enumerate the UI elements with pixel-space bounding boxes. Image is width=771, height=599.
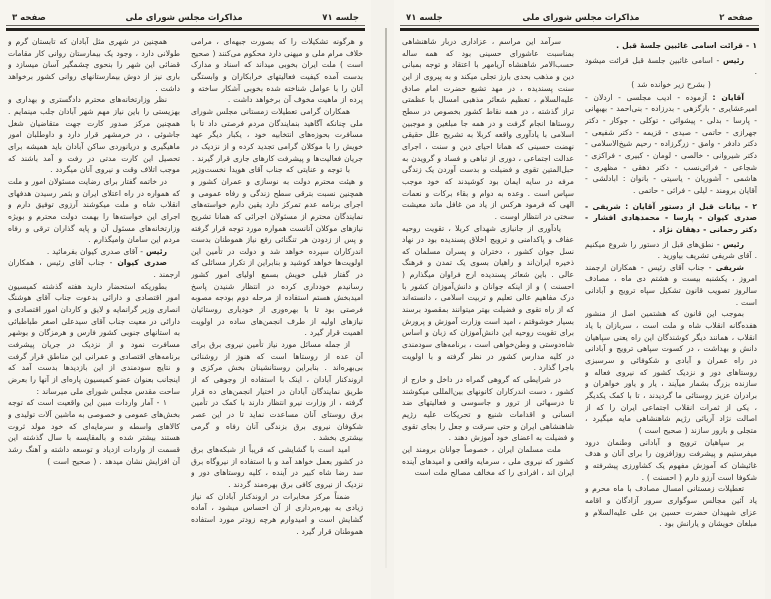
page-title: مذاکرات مجلس شورای ملی [522, 13, 640, 23]
header-rule-thin [6, 25, 365, 26]
paragraph: ضمناً مرکز مخابرات در اروندکنار آبادان که نیاز زیادی به بهره‌برداری از آن احساس میشود ، آماده گشایش است و امیدوارم هرچه زودتر مورد استفاده هموطنان قرار گیرد . [191, 491, 363, 536]
paragraph: آقایان : آزموده - ادیب مجلسی - اردلان - امیرعشایری - بارگزهی - بدرزاده - بنی‌احمد - بهبهانی - پارسا - بدلی - پیشوائی - توکلی - جوکار - دکتر جهرازی - حاتمی - صیدی - قزیمه - دکتر شفیعی - دکتر دادفر - وامق - زرگرزاده - رحیم شیخ‌الاسلامی - دکتر شیروانی - خالصی - لومان - کبیری - فراکزی - شجاعی - فرائی‌نسب - دکتر دهقی - مظهری - هاشمی - آشوریان - یاسیتی - بانوان : ابادلشی - آقایان برومند - لیلی - فرائی - حاتمی . [585, 92, 757, 195]
page-3-column-right [191, 36, 363, 592]
paragraph: با توجه و عنایتی که جناب آقای هویدا نخست‌وزیر و هیئت محترم دولت به نوسازی و عمران کشور و همچنین نسبت بترقی سطح زندگی و رفاه عمومی و اجرای برنامه عدم تمرکز دارد یقین دارم خواسته‌های نمایندگان محترم از مسئولان اجرائی که همانا تشریح نیازهای موکلان آنانست همواره مورد توجه قرار گرفته و پس از زدودن هر تنگنائی رفع نیاز هموطنان بدست اندرکاران سپرده خواهد شد و دولت در تأمین این اولویت‌ها خواهد کوشید و بنابراین از تکرار مسائلی که در گفتار قبلی خویش بسمع اولیای امور کشور رسانیدم خودداری کرده در انتظار شنیدن پاسخ امیدبخش هستم استفاده از مرحله دوم بودجه مصوبه فرصتی بود تا با بهره‌وری از خودیاری روستائیان نیازهای اولیه از طرف انجمن‌های ساده در اولویت اهمیت قرار گیرد . [191, 165, 363, 338]
paragraph: نظر وزارتخانه‌های محترم دادگستری و بهداری و بهزیستی را باین نیاز مهم شهر آبادان جلب مینمایم . همچنین مرکز صدور کارت جهت متقاضیان شغل جاشوئی ، در خرمشهر قرار دارد و داوطلبان امور ماهیگیری و دریانوردی ساکن آبادان باید همیشه برای تحصیل این کارت مدتی در رفت و آمد باشند که موجب اتلاف وقت و نیروی آنان میگردد . [8, 95, 180, 175]
paragraph: همکاران گرامی تعطیلات زمستانی مجلس شورای ملی چنانکه آگاهید بنمایندگان مردم فرصتی داد تا با مسافرت بحوزه‌های انتخابیه خود ، یکبار دیگر عهد خویش را با موکلان گرامی تجدید کرده و از نزدیک در جریان فعالیت‌ها و پیشرفت کارهای جاری قرار گیرند . [191, 106, 363, 163]
speaker-name: صدری کیوان [117, 258, 167, 268]
paragraph: از جمله مسائل مورد نیاز تأمین نیروی برق برای آن عده از روستاها است که هنوز از روشنائی بی‌بهره‌اند . بنابراین روستانشینان بخش مرکزی و اروندکنار آبادان ، اینک با استفاده از وجوهی که از طریق نمایندگان آبادان در اختیار انجمن‌های ده قرار گرفته ، از وزارت نیرو انتظار دارند با کمک در تأمین برق روستای آنان مساعدت نماید تا در این عصر شکوفان نیروی برق بزندگی آنان رفاه و گرمی بیشتری بخشد . [191, 340, 363, 443]
paragraph: بر سپاهیان ترویج و آبادانی وطنمان درود میفرستیم و پیشرفت روزافزون را برای آنان و هدف غائیشان که آموزش مفهوم یک کشاورزی پیشرفته و شکوفا است آرزو دارم ( احسنت ) . [585, 437, 757, 482]
paragraph: و هرگونه تشکیلات را که بصورت جبهه‌ای ، مرامی خلاف مرام ملی و میهنی دارد محکوم می‌کنند ( صحیح است ) ملت ایران بخوبی میداند که اسناد و مدارک بدست آمده کیفیت فعالیتهای خرابکاران و وابستگی آنان را با عوامل شناخته شده بخوبی آشکار ساخته و پرده از ماهیت مخوف آن برخواهد داشت . [191, 37, 363, 105]
paragraph: رئیس - اسامی غائبین جلسهٔ قبل قرائت میشود . [585, 55, 757, 77]
paragraph: یادآوری از جانبازی شهدای کربلا ، تقویت روحیه عفاف و پاکدامنی و ترویج اخلاق پسندیده بود در نهاد نسل جوان کشور ، دختران و پسران مسلمان که ذخیره ایران‌اند و راهیان بسوی یک تمدن و فرهنگ عالی . باین شعائر پسندیده ارج فراوان میگذارم ( احسنت ) و از اینکه جوانان و دانش‌آموزان کشور با درک مفاهیم عالی تعلیم و تربیت اسلامی ، دانسته‌اند که از راه تقوی و فضیلت بهتر میتوانند بمقصود برسند بسیار خوشوقتم ، امید است وزارت آموزش و پرورش برای تقویت روحیه این دانش‌آموزان که زبان و اساس شاه‌دوستی و وطن‌خواهی است ، برنامه‌های سودمندی در کلیه مدارس کشور در نظر گرفته و با اولویت باجرا گذارد . [402, 223, 574, 373]
speaker-name: شریفی [715, 262, 744, 272]
speaker-name: رئیس [145, 246, 167, 256]
page-2-header [400, 10, 759, 23]
speaker-name: آقایان : [712, 92, 744, 102]
page-2-columns [400, 31, 759, 592]
paragraph: رئیس - آقای صدری کیوان بفرمائید . [46, 246, 167, 256]
paragraph: در شرایطی که گروهی گمراه در داخل و خارج از کشور ، دست اندرکاران کانونهای بین‌المللی میکوشند تا درسهائی از ترور و جاسوسی و فعالیتهای ضد انسانی و اقدامات شنیع و تحریکات علیه رژیم شاهنشاهی ایران و حتی سرقت و جعل را بجای تقوی و فضیلت به اعضای خود آموزش دهند . [402, 375, 574, 443]
paragraph: رئیس - نطق‌های قبل از دستور را شروع میکنیم . آقای شریفی تشریف بیاورید . [585, 239, 757, 261]
page-3-column-left [8, 36, 180, 592]
page-3 [0, 0, 371, 599]
speaker-name: رئیس [722, 55, 744, 65]
section-heading: ۲ - بیانات قبل از دستور آقایان : شریفی - صدری کیوان - پارسا - محمدهادی افشار - دکتر رحمانی - دهقان نژاد . [585, 201, 757, 234]
page-number: صفحه ۳ [12, 13, 46, 23]
page-2 [394, 0, 765, 599]
page-3-header [6, 10, 365, 23]
page-number: صفحه ۲ [719, 13, 753, 23]
paragraph: صدری کیوان - جناب آقای رئیس ، همکاران ارجمند . [8, 258, 180, 280]
page-title: مذاکرات مجلس شورای ملی [125, 13, 243, 23]
page-spine-crease [385, 28, 387, 568]
paragraph: شریفی - جناب آقای رئیس - همکاران ارجمند امروز ، یکشنبه بیست و هشتم دی ماه ، مصادف سالروز تصویب قانون تشکیل سپاه ترویج و آبادانی است . [585, 262, 757, 307]
paragraph: در خاتمه گفتار برای رضایت مسئولان امور و ملت که همواره در راه اعتلای ایران و بثمر رسیدن هدفهای انقلاب شاه و ملت میکوشند آرزوی توفیق دارم و اجرای این خواسته‌ها را بهمت دولت محترم و بویژه وزارتخانه‌های مسئول آن و پایه گذاران ترقی و رفاه مردم این سامان وامیگذارم . [8, 176, 180, 245]
speaker-name: رئیس [722, 239, 744, 249]
paragraph: تعطیلات زمستانی امسال مصادف با ماه محرم و یاد آئین مجالس سوگواری سرور آزادگان و اقامه عزای شهیدان حضرت حسین بن علی علیه‌السلام و مبلغان خویشان و یارانش بود . [585, 484, 757, 529]
page-2-column-right [585, 36, 757, 592]
header-rule-thin [400, 25, 759, 26]
paragraph: سرآمد این مراسم ، عزاداری دربار شاهنشاهی بمناسبت عاشورای حسینی بود که همه ساله حسب‌الامر شاهنشاه آریامهر با اعتقاد و توجه بمبانی دین و مذهب بحدی بارز تجلی میکند و به پیروی از این سنت پسندیده ، در مهد تشیع حضرت امام صادق علیه‌السلام ، تعظیم شعائر مذهبی امسال با عظمتی تراز گذشته ، در همه نقاط کشور بخصوص در سطح روستاها انجام گرفت و در همه جا مبلغین و موجبین اسلامی با یادآوری واقعه کربلا به تشریح علل حقیقی نهضت حسینی که همانا احیای دین و سنت ، اجرای عدالت اجتماعی ، دوری از تباهی و فساد و گرویدن به حبل‌المتین تقوی و فضیلت و بدست آوردن یک زندگی مرفه در سایه ایمان بود کوشیدند که خود موجب سپاس است . وعده به دوام و بقاء برکات و نعمات الهی که فرمود هرکس از یاد من غافل ماند معیشت سختی در انتظار اوست . [402, 37, 574, 221]
paragraph: همچنین در شهری مثل آبادان که تابستان گرم و طولانی دارد ، وجود یک بیمارستان روانی کار مقامات قضائی این شهر را بنحوی چشمگیر آسان میسازد و باری نیز از دوش بیمارستانهای روانی کشور برخواهد داشت . [8, 37, 180, 93]
session-label: جلسه ۷۱ [322, 13, 359, 23]
paragraph: بموجب این قانون که هشتمین اصل از منشور هفده‌گانه انقلاب شاه و ملت است ، سربازان با یاد انقلاب ، همانند دیگر کوشندگان این راه یعنی سپاهیان دانش و بهداشت ، در کسوت سپاهی ترویج و آبادانی در راه عمران و آبادی و شکوفائی و سرسبزی روستاهای دور و نزدیک کشور که نیروی فعاله و سازنده بزرگ بشمار میآیند ، یار و یاور خواهران و برادران عزیز روستائی ما گردیدند ، تا با کمک یکدیگر ، یکی از ثمرات انقلاب اجتماعی ایران را که از اصالت نژاد آریائی رژیم شاهنشاهی مایه میگیرد ، متجلی و بارور سازند ( صحیح است ) [585, 309, 757, 435]
paragraph: ( بشرح زیر خوانده شد ) [631, 79, 711, 89]
paragraph: ملت مسلمان ایران ، خصوصاً جوانان برومند این کشور که نیروی ملی ، سرمایه واقعی و امیدهای آینده ایران اند ، افرادی را که مخالف مصالح ملت است [402, 444, 574, 478]
paragraph: ۱ - آمار واردات مبین این واقعیت است که توجه بخش‌های عمومی و خصوصی به ماشین آلات تولیدی و کالاهای واسطه و سرمایه‌ای که خود مولد ثروت هستند بیشتر شده و بالمقایسه با سال گذشته این قسمت از واردات ازدیاد و توسعه داشته و آهنگ رشد آن افزایش نشان میدهد . ( صحیح است ) [8, 398, 180, 466]
section-heading: ۱ - قرائت اسامی غائبین جلسهٔ قبل . [616, 41, 757, 50]
page-2-column-left [402, 36, 574, 592]
paragraph: امید است با گشایشی که قریباً از شبکه‌های برق در کشور بعمل خواهد آمد و با استفاده از نیروگاه برق سد رضا شاه کبیر در آینده ، کلیه روستاهای دور و نزدیک از نیروی کافی برق بهره‌مند گردند . [191, 444, 363, 489]
session-label: جلسه ۷۱ [406, 13, 443, 23]
paragraph: بطوریکه استحضار دارید هفته گذشته کمیسیون امور اقتصادی و دارائی بدعوت جناب آقای هوشنگ انصاری وزیر گرانمایه و لایق و کاردان امور اقتصادی و دارائی در معیت جناب آقای سیدعلی اصغر طباطبائی به استانهای جنوبی کشور فارس و هرمزگان و بوشهر مسافرت نمود و از نزدیک در جریان پیشرفت برنامه‌های اقتصادی و عمرانی این مناطق قرار گرفت و نتایج سودمندی از این بازدیدها بدست آمد که اینجانب بعنوان عضو کمیسیون پاره‌ای از آنها را بعرض ساحت مقدس مجلس شورای ملی میرساند : [8, 281, 180, 396]
page-3-columns [6, 31, 365, 592]
